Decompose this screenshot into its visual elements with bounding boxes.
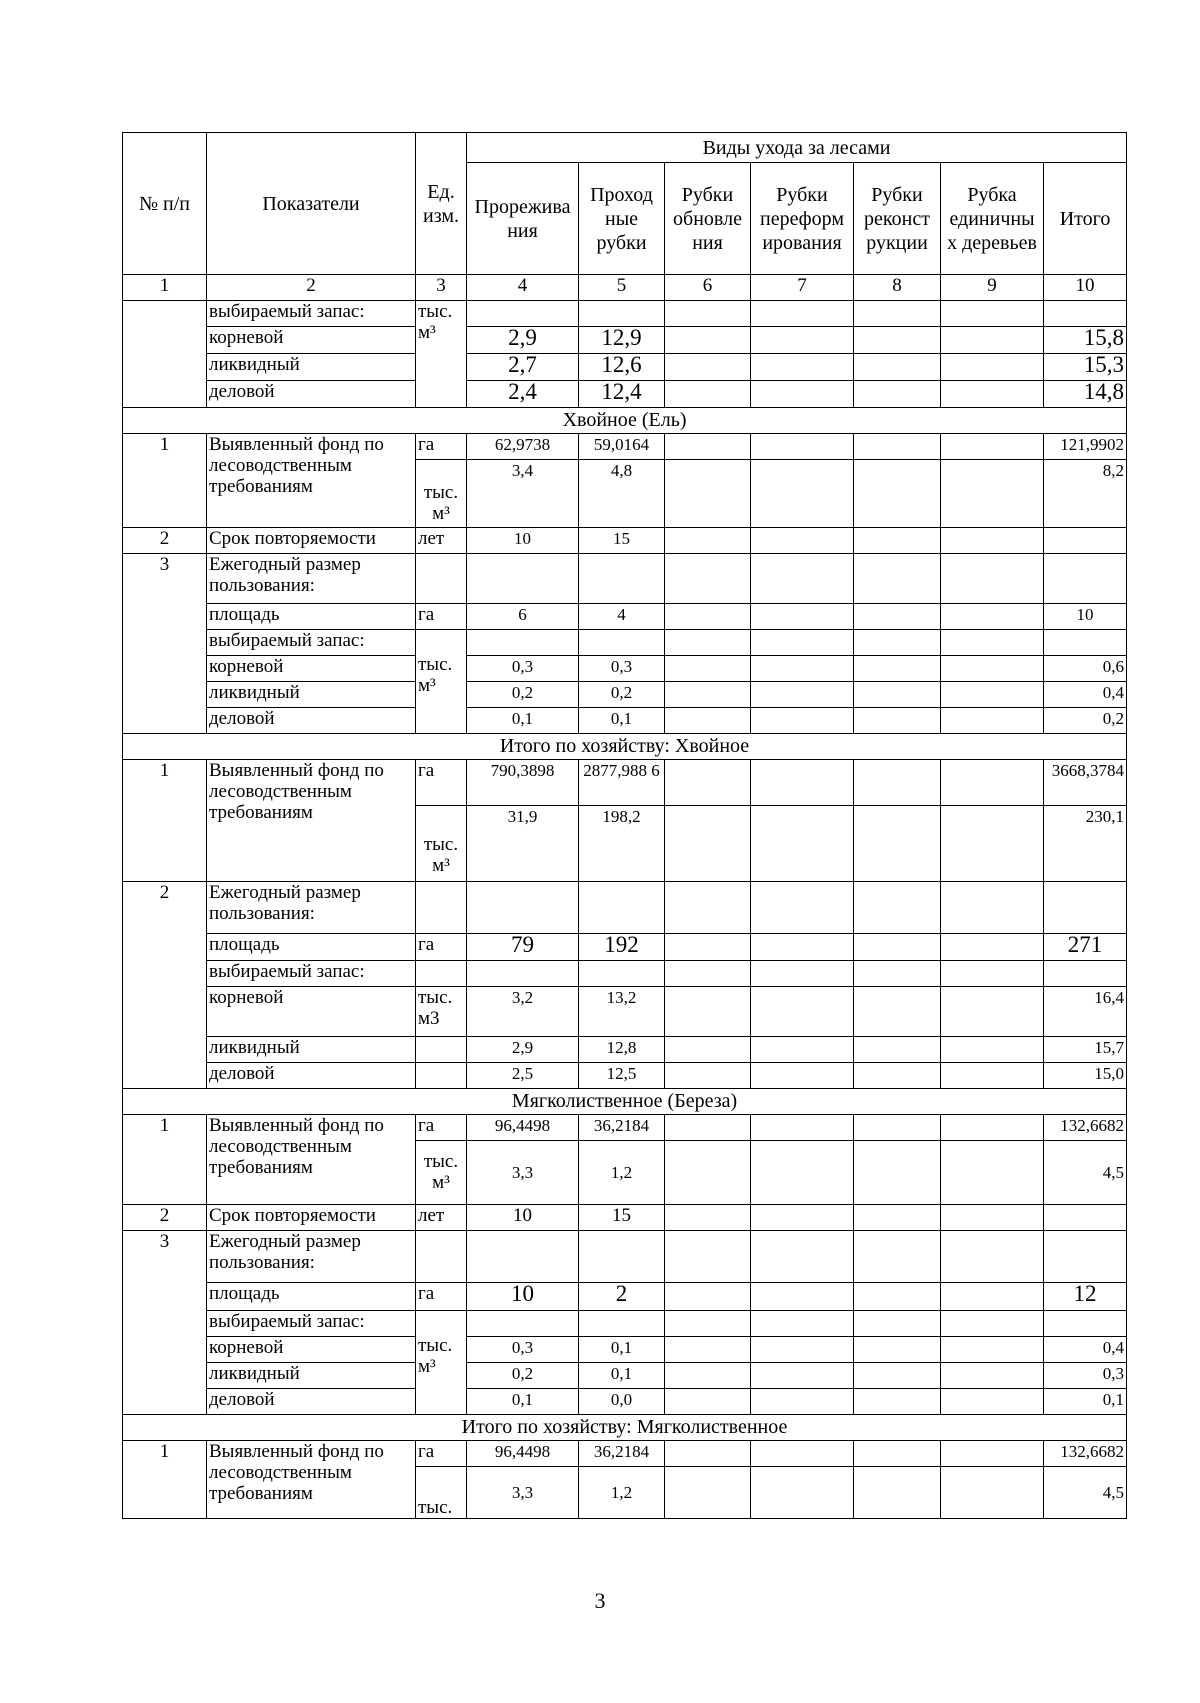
table-row <box>123 656 1127 682</box>
cell-value: 0,1 <box>467 1389 579 1415</box>
row-label: корневой <box>207 1337 416 1363</box>
column-number: 7 <box>751 275 854 301</box>
cell-value: 96,4498 <box>467 1441 579 1467</box>
cell-value: 10 <box>467 1283 579 1311</box>
row-label: Ежегодный размер пользования: <box>207 554 416 604</box>
table-row <box>123 1115 1127 1141</box>
cell-value: 0,4 <box>1044 682 1127 708</box>
cell-value: 36,2184 <box>579 1441 665 1467</box>
row-label: ликвидный <box>207 682 416 708</box>
table-row <box>123 528 1127 554</box>
cell-value: 2,5 <box>467 1063 579 1089</box>
row-label: Ежегодный размер пользования: <box>207 1231 416 1283</box>
column-number: 2 <box>207 275 416 301</box>
row-label: корневой <box>207 656 416 682</box>
table-row <box>123 760 1127 806</box>
table-row <box>123 354 1127 381</box>
row-unit: лет <box>416 528 467 554</box>
table-row <box>123 301 1127 327</box>
cell-value: 1,2 <box>579 1467 665 1519</box>
row-num: 2 <box>123 882 207 1089</box>
row-num: 1 <box>123 1441 207 1519</box>
row-unit: тыс. м3 <box>416 987 467 1037</box>
column-number: 10 <box>1044 275 1127 301</box>
cell-value: 0,1 <box>467 708 579 734</box>
row-unit: га <box>416 1115 467 1141</box>
cell-value: 31,9 <box>467 806 579 882</box>
table-row <box>123 1231 1127 1283</box>
cell-value: 4,8 <box>579 460 665 528</box>
row-label: площадь <box>207 1283 416 1311</box>
section-title: Мягколиственное (Береза) <box>123 1089 1127 1115</box>
cell-value: 3,3 <box>467 1141 579 1205</box>
row-unit: тыс. м³ <box>416 1141 467 1205</box>
cell-value: 192 <box>579 934 665 961</box>
cell-value: 62,9738 <box>467 434 579 460</box>
row-label: Выявленный фонд по лесоводственным требованиям <box>207 434 416 528</box>
row-label: ликвидный <box>207 354 416 381</box>
cell-value: 2,9 <box>467 1037 579 1063</box>
cell-value: 2,9 <box>467 327 579 354</box>
row-unit: лет <box>416 1205 467 1231</box>
row-num: 1 <box>123 434 207 528</box>
cell-value: 132,6682 <box>1044 1115 1127 1141</box>
cell-value: 4,5 <box>1044 1467 1127 1519</box>
cell-value: 4,5 <box>1044 1141 1127 1205</box>
table-row <box>123 1311 1127 1337</box>
row-label: ликвидный <box>207 1363 416 1389</box>
table-row <box>123 961 1127 987</box>
table-row <box>123 381 1127 408</box>
row-num <box>123 301 207 408</box>
row-num: 3 <box>123 1231 207 1415</box>
cell-value: 230,1 <box>1044 806 1127 882</box>
cell-value: 4 <box>579 604 665 630</box>
cell-value: 15 <box>579 1205 665 1231</box>
row-label: корневой <box>207 327 416 354</box>
row-unit: тыс. м³ <box>416 301 467 408</box>
row-label: Срок повторяемости <box>207 528 416 554</box>
row-num: 2 <box>123 1205 207 1231</box>
row-unit: га <box>416 604 467 630</box>
row-unit: га <box>416 1283 467 1311</box>
cell-value: 198,2 <box>579 806 665 882</box>
cell-value: 0,3 <box>579 656 665 682</box>
cell-value: 2,4 <box>467 381 579 408</box>
header-num: № п/п <box>123 133 207 275</box>
row-label: выбираемый запас: <box>207 1311 416 1337</box>
cell-value: 2,7 <box>467 354 579 381</box>
column-numbers-row <box>123 275 1127 301</box>
column-number: 4 <box>467 275 579 301</box>
table-row <box>123 1037 1127 1063</box>
header-col-9: Рубка единичны х деревьев <box>941 163 1044 275</box>
row-label: Ежегодный размер пользования: <box>207 882 416 934</box>
cell-value: 15,7 <box>1044 1037 1127 1063</box>
table-row <box>123 630 1127 656</box>
cell-value: 0,2 <box>467 682 579 708</box>
row-unit: тыс. <box>416 1467 467 1519</box>
row-label: деловой <box>207 708 416 734</box>
row-label: Выявленный фонд по лесоводственным требованиям <box>207 1441 416 1519</box>
cell-value: 12,8 <box>579 1037 665 1063</box>
cell-value: 2 <box>579 1283 665 1311</box>
cell-value: 0,0 <box>579 1389 665 1415</box>
header-col-7: Рубки переформ ирования <box>751 163 854 275</box>
row-label: выбираемый запас: <box>207 301 416 327</box>
table-row <box>123 682 1127 708</box>
row-label: Выявленный фонд по лесоводственным требованиям <box>207 760 416 882</box>
table-row <box>123 987 1127 1037</box>
column-number: 6 <box>665 275 751 301</box>
row-unit: тыс. м³ <box>416 630 467 734</box>
row-num: 3 <box>123 554 207 734</box>
cell-value: 0,3 <box>1044 1363 1127 1389</box>
cell-value: 15,8 <box>1044 327 1127 354</box>
table-row <box>123 1063 1127 1089</box>
section-title: Хвойное (Ель) <box>123 408 1127 434</box>
table-row <box>123 554 1127 604</box>
cell-value: 6 <box>467 604 579 630</box>
cell-value: 0,1 <box>1044 1389 1127 1415</box>
cell-value: 16,4 <box>1044 987 1127 1037</box>
table-row <box>123 1205 1127 1231</box>
cell-value: 0,2 <box>467 1363 579 1389</box>
table-row <box>123 327 1127 354</box>
row-unit: га <box>416 1441 467 1467</box>
cell-value: 8,2 <box>1044 460 1127 528</box>
row-label: деловой <box>207 381 416 408</box>
cell-value: 1,2 <box>579 1141 665 1205</box>
table-row <box>123 434 1127 460</box>
table-row <box>123 1389 1127 1415</box>
table-row <box>123 708 1127 734</box>
row-label: ликвидный <box>207 1037 416 1063</box>
row-label: деловой <box>207 1389 416 1415</box>
header-col-6: Рубки обновле ния <box>665 163 751 275</box>
row-num: 1 <box>123 1115 207 1205</box>
cell-value: 0,3 <box>467 1337 579 1363</box>
table-row <box>123 1363 1127 1389</box>
cell-value: 3,3 <box>467 1467 579 1519</box>
row-label: выбираемый запас: <box>207 630 416 656</box>
header-col-5: Проход ные рубки <box>579 163 665 275</box>
cell-value: 79 <box>467 934 579 961</box>
cell-value: 14,8 <box>1044 381 1127 408</box>
cell-value: 0,2 <box>579 682 665 708</box>
column-number: 1 <box>123 275 207 301</box>
header-indicators: Показатели <box>207 133 416 275</box>
cell-value: 0,6 <box>1044 656 1127 682</box>
row-label: Срок повторяемости <box>207 1205 416 1231</box>
row-unit: га <box>416 934 467 961</box>
cell-value: 790,3898 <box>467 760 579 806</box>
cell-value: 12,4 <box>579 381 665 408</box>
row-label: Выявленный фонд по лесоводственным требованиям <box>207 1115 416 1205</box>
table-row <box>123 604 1127 630</box>
cell-value: 10 <box>467 1205 579 1231</box>
forest-care-table <box>122 132 1127 1519</box>
cell-value: 10 <box>467 528 579 554</box>
row-unit: тыс. м³ <box>416 806 467 882</box>
cell-value: 59,0164 <box>579 434 665 460</box>
cell-value: 0,3 <box>467 656 579 682</box>
header-col-4: Прорежива ния <box>467 163 579 275</box>
column-number: 8 <box>854 275 941 301</box>
cell-value: 36,2184 <box>579 1115 665 1141</box>
table-row <box>123 1441 1127 1467</box>
cell-value: 3,2 <box>467 987 579 1037</box>
row-unit: га <box>416 760 467 806</box>
cell-value: 0,1 <box>579 1363 665 1389</box>
table-row <box>123 882 1127 934</box>
section-title: Итого по хозяйству: Хвойное <box>123 734 1127 760</box>
row-label: деловой <box>207 1063 416 1089</box>
page-number: 3 <box>594 1588 606 1613</box>
header-col-10: Итого <box>1044 163 1127 275</box>
header-unit: Ед. изм. <box>416 133 467 275</box>
cell-value: 0,1 <box>579 708 665 734</box>
row-label: выбираемый запас: <box>207 961 416 987</box>
row-label: корневой <box>207 987 416 1037</box>
table-row <box>123 934 1127 961</box>
cell-value: 0,1 <box>579 1337 665 1363</box>
cell-value: 121,9902 <box>1044 434 1127 460</box>
row-unit: тыс. м³ <box>416 460 467 528</box>
column-number: 5 <box>579 275 665 301</box>
cell-value: 13,2 <box>579 987 665 1037</box>
cell-value: 12,6 <box>579 354 665 381</box>
table-row <box>123 1283 1127 1311</box>
cell-value: 15,0 <box>1044 1063 1127 1089</box>
cell-value: 0,4 <box>1044 1337 1127 1363</box>
cell-value: 96,4498 <box>467 1115 579 1141</box>
row-unit: тыс. м³ <box>416 1311 467 1415</box>
cell-value: 2877,988 6 <box>579 760 665 806</box>
cell-value: 12,5 <box>579 1063 665 1089</box>
cell-value: 271 <box>1044 934 1127 961</box>
row-unit: га <box>416 434 467 460</box>
row-num: 1 <box>123 760 207 882</box>
cell-value: 3668,3784 <box>1044 760 1127 806</box>
header-group: Виды ухода за лесами <box>467 133 1127 163</box>
cell-value: 15,3 <box>1044 354 1127 381</box>
row-label: площадь <box>207 604 416 630</box>
table-row <box>123 1337 1127 1363</box>
cell-value: 15 <box>579 528 665 554</box>
row-label: площадь <box>207 934 416 961</box>
section-title: Итого по хозяйству: Мягколиственное <box>123 1415 1127 1441</box>
cell-value: 0,2 <box>1044 708 1127 734</box>
cell-value: 3,4 <box>467 460 579 528</box>
cell-value: 10 <box>1044 604 1127 630</box>
column-number: 3 <box>416 275 467 301</box>
cell-value: 12,9 <box>579 327 665 354</box>
row-num: 2 <box>123 528 207 554</box>
column-number: 9 <box>941 275 1044 301</box>
cell-value: 132,6682 <box>1044 1441 1127 1467</box>
cell-value: 12 <box>1044 1283 1127 1311</box>
header-col-8: Рубки реконст рукции <box>854 163 941 275</box>
